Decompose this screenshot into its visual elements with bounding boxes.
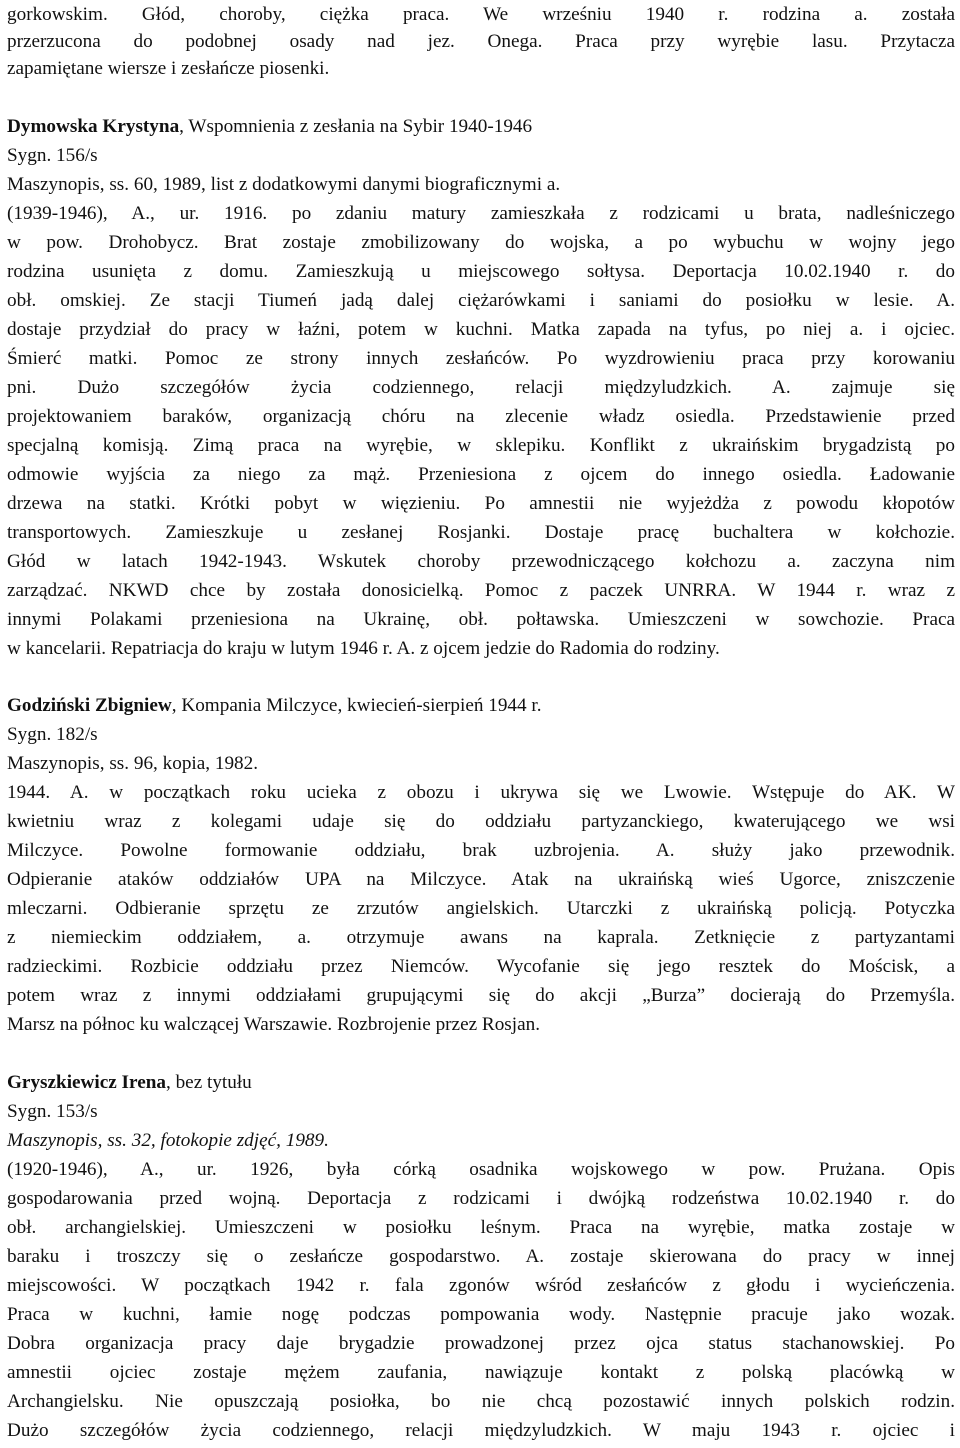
text-line: przerzucona do podobnej osady nad jez. Onega. Praca przy wyrębie lasu. Przytacza <box>7 31 955 52</box>
text-line: specjalną komisją. Zimą praca na wyrębie, w sklepiku. Konflikt z ukraińskim brygadzistą po <box>7 435 955 456</box>
text-line: Dużo szczegółów życia codziennego, relacji międzyludzkich. W maju 1943 r. ojciec i <box>7 1420 955 1441</box>
text-line: miejscowości. W początkach 1942 r. fala zgonów wśród zesłańców z głodu i wycieńczenia. <box>7 1275 955 1296</box>
text-line: kwietniu wraz z kolegami udaje się do oddziału partyzanckiego, kwaterującego we wsi <box>7 811 955 832</box>
text-line: (1920-1946), A., ur. 1926, była córką osadnika wojskowego w pow. Prużana. Opis <box>7 1159 955 1180</box>
text-line: zapamiętane wiersze i zesłańcze piosenki. <box>7 58 330 79</box>
text-line: (1939-1946), A., ur. 1916. po zdaniu matury zamieszkała z rodzicami u brata, nadleśniczego <box>7 203 955 224</box>
entry-heading <box>7 112 955 142</box>
text-line: zarządzać. NKWD chce by została donosicielką. Pomoc z paczek UNRRA. W 1944 r. wraz z <box>7 580 955 601</box>
signature-line: Sygn. 182/s <box>7 724 98 745</box>
text-line: radzieckimi. Rozbicie oddziału przez Niemców. Wycofanie się jego resztek do Mościsk, a <box>7 956 955 977</box>
text-line: obł. archangielskiej. Umieszczeni w posiołku leśnym. Praca na wyrębie, matka zostaje w <box>7 1217 955 1238</box>
text-line: Dobra organizacja pracy daje brygadzie prowadzonej przez ojca status stachanowskiej. Po <box>7 1333 955 1354</box>
entry-title: , Wspomnienia z zesłania na Sybir 1940-1946 <box>179 116 533 137</box>
text-line: odmowie wyjścia za niego za mąż. Przeniesiona z ojcem do innego osiedla. Ładowanie <box>7 464 955 485</box>
text-line: Archangielsku. Nie opuszczają posiołka, bo nie chcą pozostawić innych polskich rodzin. <box>7 1391 955 1412</box>
text-line: amnestii ojciec zostaje mężem zaufania, nawiązuje kontakt z polską placówką w <box>7 1362 955 1383</box>
text-line: obł. omskiej. Ze stacji Tiumeń jadą dalej ciężarówkami i saniami do posiołku w lesie. A. <box>7 290 955 311</box>
signature-line: Sygn. 156/s <box>7 145 98 166</box>
text-line: pni. Dużo szczegółów życia codziennego, relacji międzyludzkich. A. zajmuje się <box>7 377 955 398</box>
text-line: Marsz na północ ku walczącej Warszawie. Rozbrojenie przez Rosjan. <box>7 1014 540 1035</box>
text-line: mleczarni. Odbieranie sprzętu ze zrzutów angielskich. Utarczki z ukraińską policją. Potyczka <box>7 898 955 919</box>
text-line: gorkowskim. Głód, choroby, ciężka praca. We wrześniu 1940 r. rodzina a. została <box>7 4 955 25</box>
entry-heading <box>7 691 955 721</box>
text-line: z niemieckim oddziałem, a. otrzymuje awans na kaprala. Zetknięcie z partyzantami <box>7 927 955 948</box>
text-line: potem wraz z innymi oddziałami grupującymi się do akcji „Burza” docierają do Przemyśla. <box>7 985 955 1006</box>
text-line: dostaje przydział do pracy w łaźni, potem w kuchni. Matka zapada na tyfus, po niej a. i ojciec. <box>7 319 955 340</box>
text-line: Głód w latach 1942-1943. Wskutek choroby przewodniczącego kołchozu a. zaczyna nim <box>7 551 955 572</box>
text-line: gospodarowania przed wojną. Deportacja z rodzicami i dwójką rodzeństwa 10.02.1940 r. do <box>7 1188 955 1209</box>
text-line: Odpieranie ataków oddziałów UPA na Milczyce. Atak na ukraińską wieś Ugorce, zniszczenie <box>7 869 955 890</box>
description-line: Maszynopis, ss. 32, fotokopie zdjęć, 1989. <box>7 1130 329 1151</box>
text-line: 1944. A. w początkach roku ucieka z obozu i ukrywa się we Lwowie. Wstępuje do AK. W <box>7 782 955 803</box>
text-line: innymi Polakami przeniesiona na Ukrainę, obł. połtawska. Umieszczeni w sowchozie. Praca <box>7 609 955 630</box>
text-line: rodzina usunięta z domu. Zamieszkują u miejscowego sołtysa. Deportacja 10.02.1940 r. do <box>7 261 955 282</box>
text-line: projektowaniem baraków, organizacją chóru na zlecenie władz osiedla. Przedstawienie przed <box>7 406 955 427</box>
description-line: Maszynopis, ss. 96, kopia, 1982. <box>7 753 259 774</box>
description-line: Maszynopis, ss. 60, 1989, list z dodatkowymi danymi biograficznymi a. <box>7 174 561 195</box>
text-line: Śmierć matki. Pomoc ze strony innych zesłańców. Po wyzdrowieniu praca przy korowaniu <box>7 348 955 369</box>
entry-title: , Kompania Milczyce, kwiecień-sierpień 1944 r. <box>171 695 542 716</box>
text-line: baraku i troszczy się o zesłańcze gospodarstwo. A. zostaje skierowana do pracy w innej <box>7 1246 955 1267</box>
author-name: Gryszkiewicz Irena <box>7 1072 166 1093</box>
text-line: transportowych. Zamieszkuje u zesłanej Rosjanki. Dostaje pracę buchaltera w kołchozie. <box>7 522 955 543</box>
text-line: w kancelarii. Repatriacja do kraju w lutym 1946 r. A. z ojcem jedzie do Radomia do rodziny. <box>7 638 720 659</box>
text-line: drzewa na statki. Krótki pobyt w więzieniu. Po amnestii nie wyjeżdża z powodu kłopotów <box>7 493 955 514</box>
signature-line: Sygn. 153/s <box>7 1101 98 1122</box>
text-line: w pow. Drohobycz. Brat zostaje zmobilizowany do wojska, a po wybuchu w wojny jego <box>7 232 955 253</box>
text-line: Milczyce. Powolne formowanie oddziału, brak uzbrojenia. A. służy jako przewodnik. <box>7 840 955 861</box>
text-line: Praca w kuchni, łamie nogę podczas pompowania wody. Następnie pracuje jako wozak. <box>7 1304 955 1325</box>
entry-title: , bez tytułu <box>165 1072 252 1093</box>
author-name: Godziński Zbigniew <box>7 695 172 716</box>
entry-heading <box>7 1068 955 1098</box>
author-name: Dymowska Krystyna <box>7 116 180 137</box>
